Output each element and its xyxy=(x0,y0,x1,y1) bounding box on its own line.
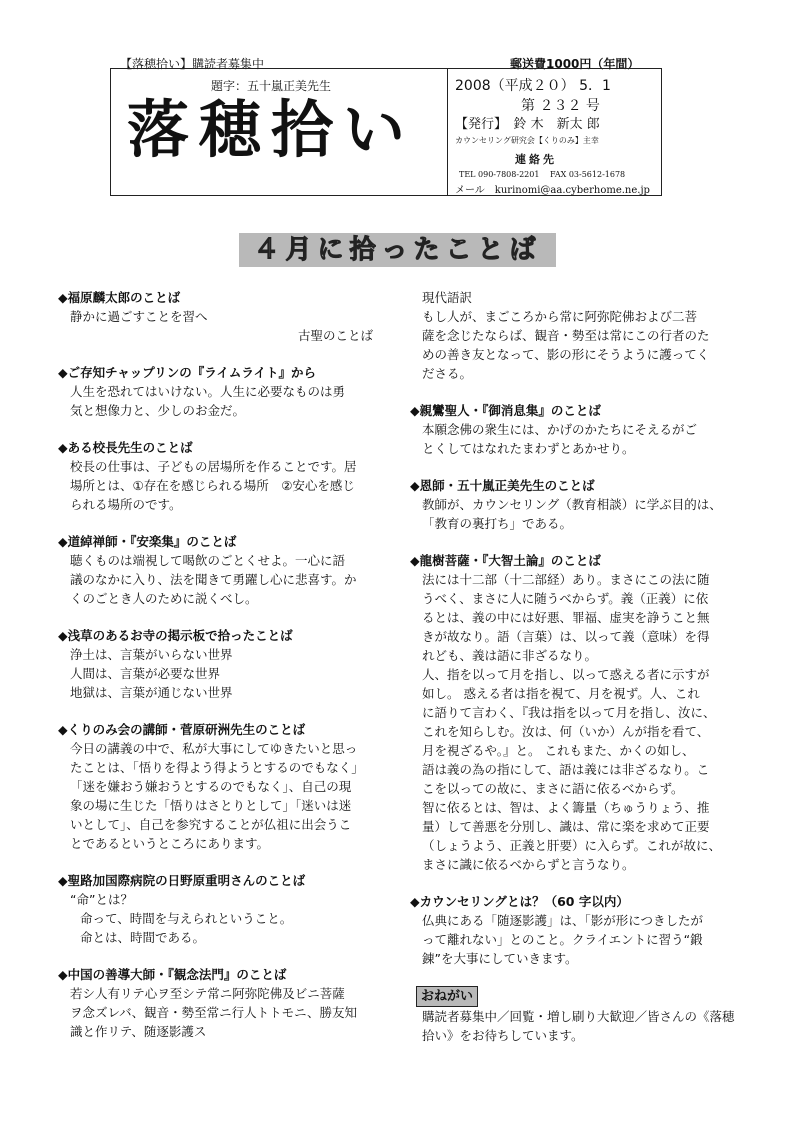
body-line: 「迷を嫌おう嫌おうとするのでもなく」、自己の現 xyxy=(70,779,352,794)
section-heading: ◆中国の善導大師・『観念法門』のことば xyxy=(58,967,287,982)
body-line: これを知らしむ。汝は、何（いか）んが指を看て、 xyxy=(422,724,710,739)
body-line: いとして」、自己を参究することが仏祖に出会うこ xyxy=(70,817,352,832)
body-line: 静かに過ごすことを習へ xyxy=(70,309,208,324)
section-gap xyxy=(58,420,388,438)
body-line: 気と想像力と、少しのお金だ。 xyxy=(70,403,246,418)
body-line: 如し。 惑える者は指を視て、月を視ず。人、これ xyxy=(422,686,700,701)
body-line: （しょうよう、正義と肝要）に入らず。これが故に、 xyxy=(422,838,722,853)
section-heading: ◆親鸞聖人・『御消息集』のことば xyxy=(410,403,601,418)
body-line: 命とは、時間である。 xyxy=(80,930,206,945)
issue-number: 第 ２３２ 号 xyxy=(521,98,600,114)
body-line: たことは、「悟りを得よう得ようとするのでもなく」 xyxy=(70,760,364,775)
masthead-title-area xyxy=(111,69,448,195)
postage-fee: 郵送費1000円（年間） xyxy=(510,57,640,71)
section-gap xyxy=(410,874,740,892)
body-line: 語は義の為の指にして、語は義には非ざるなり。こ xyxy=(422,762,710,777)
society-name: カウンセリング研究会【くりのみ】主幸 xyxy=(455,136,599,145)
left-column xyxy=(58,288,388,1059)
body-line: 量）して善悪を分別し、識は、常に楽を求めて正要 xyxy=(422,819,710,834)
quote-section xyxy=(58,532,388,608)
page-title: ４月に拾ったことば xyxy=(239,233,556,267)
body-line: めの善き友となって、影の形にそうように護ってく xyxy=(422,347,710,362)
body-line: くのごとき人のために説くべし。 xyxy=(70,591,258,606)
body-line: “命”とは？ xyxy=(70,892,133,907)
email-address[interactable]: メール kurinomi@aa.cyberhome.ne.jp xyxy=(455,185,650,196)
quote-section xyxy=(410,476,740,533)
body-line: 人生を恐れてはいけない。人生に必要なものは勇 xyxy=(70,384,346,399)
quote-section xyxy=(58,871,388,947)
quote-section xyxy=(58,720,388,853)
body-line: るとは、義の中には好悪、罪福、虚実を諍うこと無 xyxy=(422,610,710,625)
body-line: とくしてはなれたまわずとあかせり。 xyxy=(422,441,635,456)
quote-section xyxy=(58,626,388,702)
quote-section xyxy=(410,551,740,874)
section-gap xyxy=(58,947,388,965)
body-line: 識と作リテ、随逐影護ス xyxy=(70,1024,207,1039)
body-line: 若シ人有リテ心ヲ至シテ常ニ阿弥陀佛及ビニ菩薩 xyxy=(70,986,345,1001)
phone-fax: TEL 090-7808-2201 FAX 03-5612-1678 xyxy=(459,170,626,179)
publisher: 【発行】 鈴 木 新太 郎 xyxy=(455,117,600,132)
body-line: に語りて言わく、『我は指を以って月を指し、汝に、 xyxy=(422,705,716,720)
body-line: られる場所のです。 xyxy=(70,497,182,512)
section-gap xyxy=(410,383,740,401)
calligrapher-credit: 題字：五十嵐正美先生 xyxy=(211,79,332,93)
section-heading: ◆恩師・五十嵐正美先生のことば xyxy=(410,478,595,493)
quote-section xyxy=(410,892,740,968)
body-line: 命って、時間を与えられということ。 xyxy=(80,911,293,926)
body-line: 校長の仕事は、子どもの居場所を作ることです。居 xyxy=(70,459,357,474)
masthead xyxy=(110,68,662,196)
section-gap xyxy=(410,458,740,476)
body-line: うべく、まさに人に随うべからず。義（正義）に依 xyxy=(422,591,709,606)
body-line: 「教育の裏打ち」である。 xyxy=(422,516,573,531)
section-gap xyxy=(58,853,388,871)
right-column xyxy=(410,288,740,1045)
body-line: れども、義は語に非ざるなり。 xyxy=(422,648,598,663)
body-line: きが故なり。語（言葉）は、以って義（意味）を得 xyxy=(422,629,710,644)
body-line: もし人が、まごころから常に阿弥陀佛および二菩 xyxy=(422,309,698,324)
body-line: 象の場に生じた「悟りはさとりとして」「迷いは迷 xyxy=(70,798,352,813)
body-line: 人、指を以って月を指し、以って惑える者に示すが xyxy=(422,667,710,682)
quote-section xyxy=(58,363,388,420)
body-line: 月を視ざるや。』と。 これもまた、かくの如し、 xyxy=(422,743,695,758)
section-heading: ◆福原麟太郎のことば xyxy=(58,290,181,305)
body-line: 智に依るとは、智は、よく籌量（ちゅうりょう、推 xyxy=(422,800,710,815)
body-line: まさに識に依るべからずと言うなり。 xyxy=(422,857,635,872)
section-gap xyxy=(58,514,388,532)
section-heading: ◆くりのみ会の講師・菅原研洲先生のことば xyxy=(58,722,306,737)
body-line: ヲ念ズレバ、観音・勢至常ニ行人トトモニ、勝友知 xyxy=(70,1005,358,1020)
request-line: 拾い》をお待ちしています。 xyxy=(422,1028,584,1043)
body-line: 浄土は、言葉がいらない世界 xyxy=(70,647,233,662)
body-line: 場所とは、①存在を感じられる場所 ②安心を感じ xyxy=(70,478,355,493)
section-heading: ◆ある校長先生のことば xyxy=(58,440,193,455)
body-line: 薩を念じたならば、観音・勢至は常にこの行者のた xyxy=(422,328,710,343)
section-heading: ◆カウンセリングとは？（60 字以内） xyxy=(410,894,629,909)
quote-section xyxy=(58,965,388,1041)
body-line: 本願念佛の衆生には、かげのかたちにそえるがご xyxy=(422,422,698,437)
body-line: 教師が、カウンセリング（教育相談）に学ぶ目的は、 xyxy=(422,497,722,512)
body-line: とであるというところにあります。 xyxy=(70,836,270,851)
body-line: って離れない」とのこと。クライエントに習う“鍛 xyxy=(422,932,703,947)
attribution: 古聖のことば xyxy=(298,328,374,343)
section-heading: ◆龍樹菩薩・『大智土論』のことば xyxy=(410,553,601,568)
section-gap xyxy=(58,608,388,626)
quote-section xyxy=(410,401,740,458)
body-line: ださる。 xyxy=(422,366,473,381)
body-line: 今日の講義の中で、私が大事にしてゆきたいと思っ xyxy=(70,741,358,756)
body-line: こを以っての故に、まさに語に依るべからず。 xyxy=(422,781,684,796)
body-line: 法には十二部（十二部経）あり。まさにこの法に随 xyxy=(422,572,710,587)
section-heading: ◆道綽禅師・『安楽集』のことば xyxy=(58,534,237,549)
body-line: 地獄は、言葉が通じない世界 xyxy=(70,685,233,700)
body-line: 現代語訳 xyxy=(422,290,473,305)
quote-section xyxy=(58,288,388,345)
section-heading: ◆ご存知チャップリンの『ライムライト』から xyxy=(58,365,316,380)
issue-date: 2008（平成２０） 5．1 xyxy=(455,78,611,94)
body-line: 議のなかに入り、法を聞きて勇躍し心に悲喜す。か xyxy=(70,572,357,587)
request-line: 購読者募集中／回覧・増し刷り大歓迎／皆さんの《落穂 xyxy=(422,1009,735,1024)
body-line: 仏典にある「随逐影護」は、「影が形につきしたが xyxy=(422,913,704,928)
section-gap xyxy=(58,702,388,720)
body-line: 錬”を大事にしていきます。 xyxy=(422,951,578,966)
section-gap xyxy=(410,968,740,986)
request-section xyxy=(410,986,740,1045)
contact-label: 連絡先 xyxy=(515,153,557,166)
subscription-notice: 【落穂拾い】購読者募集中 xyxy=(120,57,265,71)
section-gap xyxy=(410,533,740,551)
request-label: おねがい xyxy=(416,986,478,1007)
body-line: 人間は、言葉が必要な世界 xyxy=(70,666,221,681)
section-heading: ◆聖路加国際病院の日野原重明さんのことば xyxy=(58,873,306,888)
quote-section xyxy=(410,288,740,383)
quote-section xyxy=(58,438,388,514)
newsletter-logo: 落穂拾い xyxy=(127,93,416,166)
body-line: 聴くものは端視して喝飲のごとくせよ。一心に語 xyxy=(70,553,346,568)
section-gap xyxy=(58,345,388,363)
section-heading: ◆浅草のあるお寺の掲示板で拾ったことば xyxy=(58,628,293,643)
section-gap xyxy=(58,1041,388,1059)
